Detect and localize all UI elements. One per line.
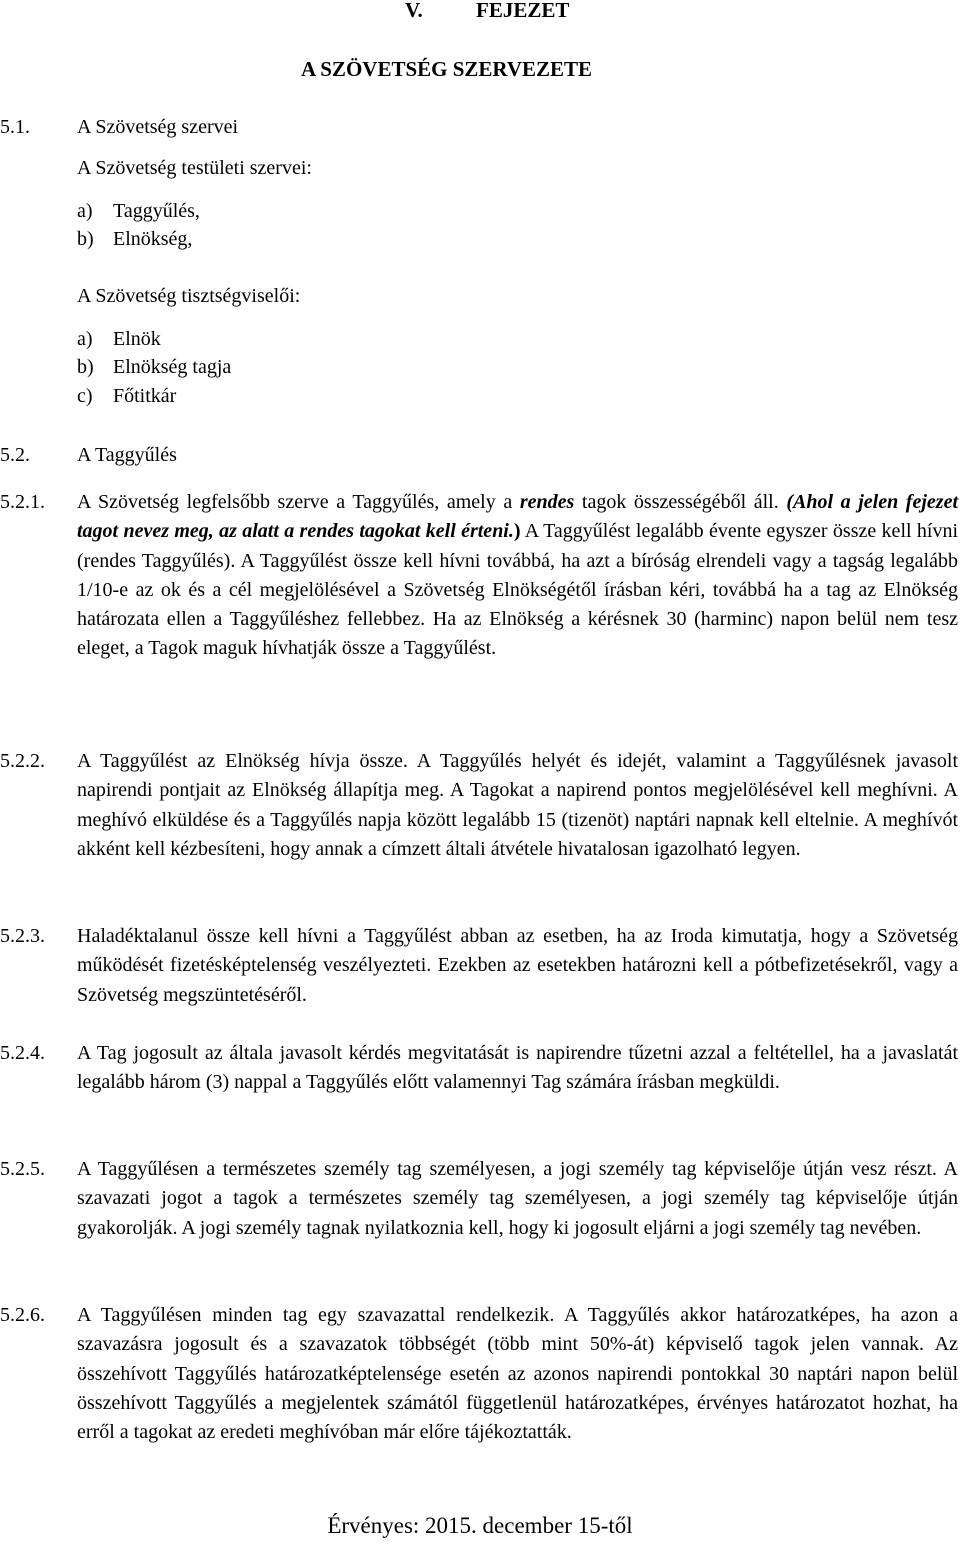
paragraph-text: A Taggyűlést legalább évente egyszer össze kell hívni (rendes Taggyűlés). A Taggyűlést össze kell hívni továbbá, ha azt a bíróság elrendeli vagy a tagság legalább 1/10-e az ok és a cél megjelölésével a Szövetség Elnökségétől írásban kéri, továbbá ha a tag az Elnökség határozata ellen a Taggyűléshez fellebbez. Ha az Elnökség a kérésnek 30 (harminc) napon belül nem tesz eleget, a Tagok maguk hívhatják össze a Taggyűlést. xyxy=(77,520,958,660)
section-5-1-heading: A Szövetség szervei xyxy=(77,116,239,138)
paragraph-5-2-4-number: 5.2.4. xyxy=(0,1042,45,1064)
officers-item-marker: b) xyxy=(77,356,94,378)
emphasis-note: (Ahol a jelen fejezet tagot nevez meg, az alatt a rendes tagokat kell érteni. xyxy=(77,491,958,543)
paragraph-5-2-5-number: 5.2.5. xyxy=(0,1158,45,1180)
section-5-2-number: 5.2. xyxy=(0,444,30,466)
paragraph-5-2-4: A Tag jogosult az általa javasolt kérdés megvitatását is napirendre tűzetni azzal a feltétellel, ha a javaslatát legalább három (3) nappal a Taggyűlés előtt valamennyi Tag számára írásban megküldi. xyxy=(77,1042,958,1094)
paragraph-text: A Szövetség legfelsőbb szerve a Taggyűlés, amely a xyxy=(77,491,520,513)
paragraph-5-2-1-number: 5.2.1. xyxy=(0,491,45,513)
section-5-2-heading: A Taggyűlés xyxy=(77,444,177,466)
paragraph-text: tagok összességéből áll. xyxy=(574,491,787,513)
paragraph-5-2-6-number: 5.2.6. xyxy=(0,1304,45,1326)
chapter-title: FEJEZET xyxy=(476,0,570,22)
section-5-1-number: 5.1. xyxy=(0,116,30,138)
bodies-item-marker: b) xyxy=(77,228,94,250)
chapter-number: V. xyxy=(405,0,423,22)
paragraph-5-2-1 xyxy=(77,488,958,664)
officers-intro: A Szövetség tisztségviselői: xyxy=(77,285,301,307)
bodies-item: Taggyűlés, xyxy=(113,200,200,222)
chapter-subtitle: A SZÖVETSÉG SZERVEZETE xyxy=(301,57,593,81)
bodies-intro: A Szövetség testületi szervei: xyxy=(77,157,312,179)
officers-item: Főtitkár xyxy=(113,385,177,407)
emphasis-text: rendes xyxy=(519,491,575,513)
emphasis-close: ) xyxy=(513,520,521,543)
bodies-item-marker: a) xyxy=(77,200,93,222)
paragraph-5-2-2: A Taggyűlést az Elnökség hívja össze. A Taggyűlés helyét és idejét, valamint a Taggyűlésnek javasolt napirendi pontjait az Elnökség állapítja meg. A Tagokat a napirend pontos megjelölésével kell meghívni. A meghívó elküldése és a Taggyűlés napja között legalább 15 (tizenöt) naptári napnak kell eltelnie. A meghívót akként kell kézbesíteni, hogy annak a címzett általi átvétele hivatalosan igazolható legyen. xyxy=(77,750,958,860)
paragraph-5-2-3: Haladéktalanul össze kell hívni a Taggyűlést abban az esetben, ha az Iroda kimutatja, hogy a Szövetség működését fizetésképtelenség veszélyezteti. Ezekben az esetekben határozni kell a pótbefizetésekről, vagy a Szövetség megszüntetéséről. xyxy=(77,925,958,1006)
officers-item: Elnök xyxy=(113,328,161,350)
bodies-item: Elnökség, xyxy=(113,228,193,250)
page-footer: Érvényes: 2015. december 15-től xyxy=(327,1513,633,1538)
paragraph-5-2-6: A Taggyűlésen minden tag egy szavazattal rendelkezik. A Taggyűlés akkor határozatképes, ha azon a szavazásra jogosult és a szavazatok többségét (több mint 50%-át) képviselő tagok jelen vannak. Az összehívott Taggyűlés határozatképtelensége esetén az azonos napirendi pontokkal 30 naptári napon belül összehívott Taggyűlés a megjelentek számától függetlenül határozatképes, érvényes határozatot hozhat, ha erről a tagokat az eredeti meghívóban már előre tájékoztatták. xyxy=(77,1304,958,1444)
officers-item-marker: c) xyxy=(77,385,93,407)
paragraph-5-2-2-number: 5.2.2. xyxy=(0,750,45,772)
paragraph-5-2-3-number: 5.2.3. xyxy=(0,925,45,947)
paragraph-5-2-5: A Taggyűlésen a természetes személy tag személyesen, a jogi személy tag képviselője útján vesz részt. A szavazati jogot a tagok a természetes személy tag személyesen, a jogi személy tag képviselője útján gyakorolják. A jogi személy tagnak nyilatkoznia kell, hogy ki jogosult eljárni a jogi személy tag nevében. xyxy=(77,1158,958,1239)
officers-item-marker: a) xyxy=(77,328,93,350)
officers-item: Elnökség tagja xyxy=(113,356,232,378)
